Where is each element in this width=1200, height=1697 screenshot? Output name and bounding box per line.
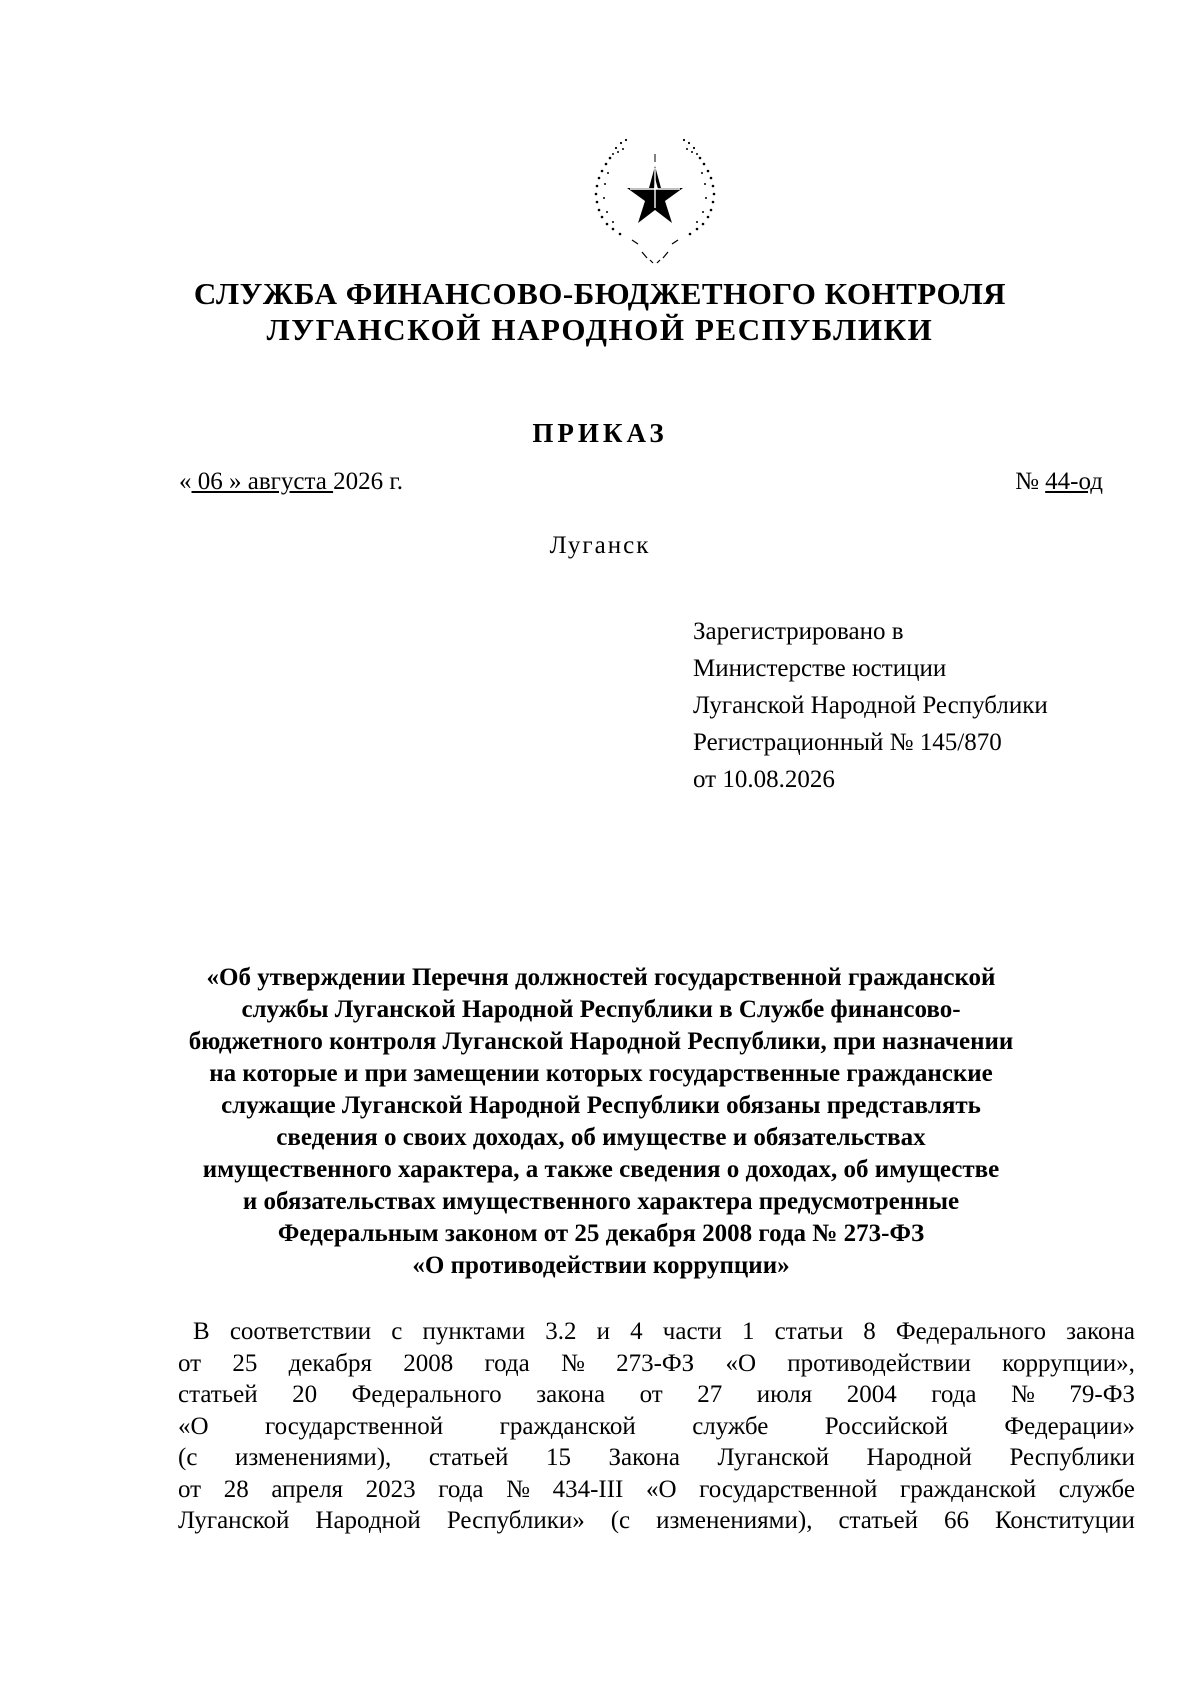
body-word: государственной [699,1475,878,1503]
body-word: Республики» [446,1507,585,1534]
body-word: закона [1066,1318,1135,1345]
body-word: противодействии [787,1349,971,1377]
heading-line: и обязательствах имущественного характера предусмотренные [242,1188,960,1215]
body-word: Республики [1009,1444,1135,1471]
body-word: изменениями), [656,1507,813,1534]
order-title: ПРИКАЗ [532,418,668,448]
organization-title-line-2: ЛУГАНСКОЙ НАРОДНОЙ РЕСПУБЛИКИ [266,312,934,347]
body-line [178,1316,1135,1348]
registration-line: Зарегистрировано в [693,618,904,645]
body-word: года [438,1475,484,1503]
body-word: «О [178,1412,209,1440]
heading-line: служащие Луганской Народной Республики обязаны представлять [221,1092,981,1119]
body-word: 20 [292,1381,318,1408]
body-word: 28 [223,1475,249,1503]
body-word: Российской [824,1412,948,1440]
body-word: Луганской [717,1444,829,1471]
body-word: соответствии [229,1318,372,1345]
body-word: апреля [271,1475,344,1503]
heading-line: «Об утверждении Перечня должностей государственной гражданской [206,964,996,991]
body-word: В [193,1318,210,1345]
date-day: 06 [191,468,229,495]
body-word: от [639,1381,663,1408]
body-word: 2023 [365,1475,416,1503]
body-word: коррупции», [1002,1349,1135,1377]
order-number-prefix: № [1015,468,1046,495]
body-word: от [178,1349,202,1377]
body-word: 434-III [552,1475,624,1503]
body-word: 79-ФЗ [1069,1381,1135,1408]
body-word: статьей [428,1444,509,1471]
body-word: № [561,1349,585,1377]
order-city: Луганск [549,532,651,559]
body-word: (с [610,1507,631,1534]
body-line [178,1379,1135,1411]
body-word: статьей [178,1381,258,1408]
body-word: от [178,1475,202,1503]
body-line [178,1474,1135,1506]
body-word: части [662,1318,722,1345]
body-word: гражданской [899,1475,1037,1503]
body-word: Конституции [994,1507,1135,1534]
body-word: с [391,1318,403,1345]
heading-line: на которые и при замещении которых государственные гражданские [209,1060,993,1087]
date-month: августа [241,468,334,495]
body-line [178,1505,1135,1537]
body-word: Народной [315,1507,421,1534]
coat-of-arms-star-icon [580,128,730,268]
body-word: государственной [264,1412,444,1440]
organization-title-line-1: СЛУЖБА ФИНАНСОВО-БЮДЖЕТНОГО КОНТРОЛЯ [193,276,1007,311]
body-word: Федерации» [1004,1412,1135,1440]
body-word: Федерального [351,1381,502,1408]
body-word: 25 [232,1349,258,1377]
body-word: года [484,1349,530,1377]
body-word: 1 [742,1318,755,1345]
coat-of-arms-emblem [580,128,730,268]
registration-line: Луганской Народной Республики [693,692,1048,719]
body-word: 15 [545,1444,571,1471]
body-line [178,1348,1135,1380]
date-close-quote: » [229,468,242,495]
registration-line: Министерстве юстиции [693,655,947,682]
body-word: 3.2 [545,1318,577,1345]
body-word: июля [756,1381,813,1408]
body-word: «О [725,1349,757,1377]
body-word: № [506,1475,530,1503]
body-word: Народной [866,1444,972,1471]
body-word: пунктами [422,1318,526,1345]
body-word: изменениями), [234,1444,392,1471]
heading-line: бюджетного контроля Луганской Народной Республики, при назначении [188,1028,1014,1055]
body-word: 4 [630,1318,643,1345]
body-word: «О [646,1475,677,1503]
body-word: 273-ФЗ [616,1349,695,1377]
body-word: 27 [697,1381,723,1408]
body-word: (с [178,1444,198,1471]
body-word: службе [692,1412,769,1440]
body-word: № [1011,1381,1035,1408]
body-word: статьи [774,1318,844,1345]
body-word: статьей [838,1507,919,1534]
body-word: Федерального [895,1318,1046,1345]
heading-line: «О противодействии коррупции» [412,1252,790,1279]
registration-block [693,613,1048,798]
document-heading [140,962,1062,1282]
body-word: 66 [944,1507,969,1534]
body-word: 8 [863,1318,876,1345]
body-paragraph [178,1316,1135,1537]
order-number-value: 44-од [1045,468,1103,495]
heading-line: службы Луганской Народной Республики в Службе финансово- [241,996,961,1023]
body-line [178,1411,1135,1443]
heading-line: имущественного характера, а также сведения о доходах, об имуществе [202,1156,1000,1183]
body-word: 2004 [846,1381,897,1408]
registration-line: Регистрационный № 145/870 [693,729,1002,756]
body-word: службе [1058,1475,1135,1503]
body-word: Закона [608,1444,680,1471]
body-line [178,1442,1135,1474]
body-word: закона [536,1381,606,1408]
order-date [179,468,403,496]
heading-line: сведения о своих доходах, об имуществе и обязательствах [276,1124,926,1151]
body-word: 2008 [403,1349,454,1377]
body-word: и [596,1318,611,1345]
order-number [1015,468,1103,496]
body-word: Луганской [178,1507,290,1534]
body-word: декабря [288,1349,373,1377]
body-word: года [931,1381,977,1408]
date-year: 2026 г. [333,468,404,495]
heading-line: Федеральным законом от 25 декабря 2008 года № 273-ФЗ [277,1220,925,1247]
date-open-quote: « [179,468,192,495]
registration-line: от 10.08.2026 [693,766,835,793]
body-word: гражданской [499,1412,636,1440]
